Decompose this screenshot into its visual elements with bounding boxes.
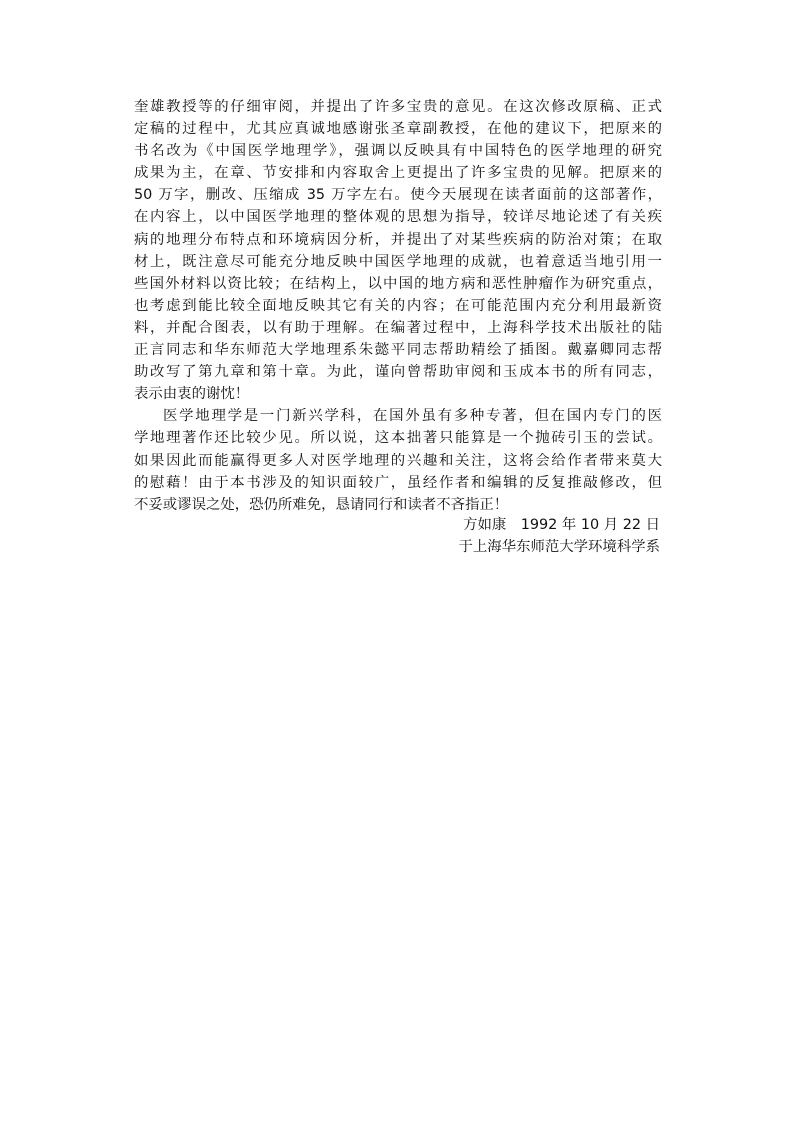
text-line: 50 万字，删改、压缩成 35 万字左右。使今天展现在读者面前的这部著作， — [134, 187, 662, 204]
text-line: 病的地理分布特点和环境病因分析，并提出了对某些疾病的防治对策；在取 — [134, 231, 662, 248]
text-line: 学地理著作还比较少见。所以说，这本拙著只能算是一个抛砖引玉的尝试。 — [134, 430, 662, 447]
text-line: 书名改为《中国医学地理学》，强调以反映具有中国特色的医学地理的研究 — [134, 143, 662, 160]
preface-body — [134, 96, 674, 516]
text-line: 不妥或谬误之处，恐仍所难免，恳请同行和读者不吝指正！ — [134, 496, 509, 513]
text-line: 医学地理学是一门新兴学科，在国外虽有多种专著，但在国内专门的医 — [163, 408, 662, 425]
text-line: 也考虑到能比较全面地反映其它有关的内容；在可能范围内充分利用最新资 — [134, 297, 662, 314]
signature-block — [300, 514, 660, 558]
text-line: 材上，既注意尽可能充分地反映中国医学地理的成就，也着意适当地引用一 — [134, 253, 662, 270]
paragraph-1 — [134, 96, 674, 405]
author-affiliation: 于上海华东师范大学环境科学系 — [458, 539, 660, 556]
text-line: 如果因此而能赢得更多人对医学地理的兴趣和关注，这将会给作者带来莫大 — [134, 452, 662, 469]
text-line: 表示由衷的谢忱！ — [134, 386, 250, 403]
text-line: 助改写了第九章和第十章。为此，谨向曾帮助审阅和玉成本书的所有同志， — [134, 364, 662, 381]
paragraph-2 — [134, 405, 674, 515]
text-line: 定稿的过程中，尤其应真诚地感谢张圣章副教授，在他的建议下，把原来的 — [134, 121, 662, 138]
text-line: 料，并配合图表，以有助于理解。在编著过程中，上海科学技术出版社的陆 — [134, 319, 662, 336]
text-line: 的慰藉！由于本书涉及的知识面较广，虽经作者和编辑的反复推敲修改，但 — [134, 474, 662, 491]
text-line: 些国外材料以资比较；在结构上，以中国的地方病和恶性肿瘤作为研究重点， — [134, 275, 662, 292]
text-line: 在内容上，以中国医学地理的整体观的思想为指导，较详尽地论述了有关疾 — [134, 209, 662, 226]
text-line: 奎雄教授等的仔细审阅，并提出了许多宝贵的意见。在这次修改原稿、正式 — [134, 99, 662, 115]
text-line: 成果为主，在章、节安排和内容取舍上更提出了许多宝贵的见解。把原来的 — [134, 165, 662, 182]
author-date: 方如康 1992 年 10 月 22 日 — [463, 517, 660, 533]
text-line: 正言同志和华东师范大学地理系朱懿平同志帮助精绘了插图。戴嘉卿同志帮 — [134, 342, 662, 359]
